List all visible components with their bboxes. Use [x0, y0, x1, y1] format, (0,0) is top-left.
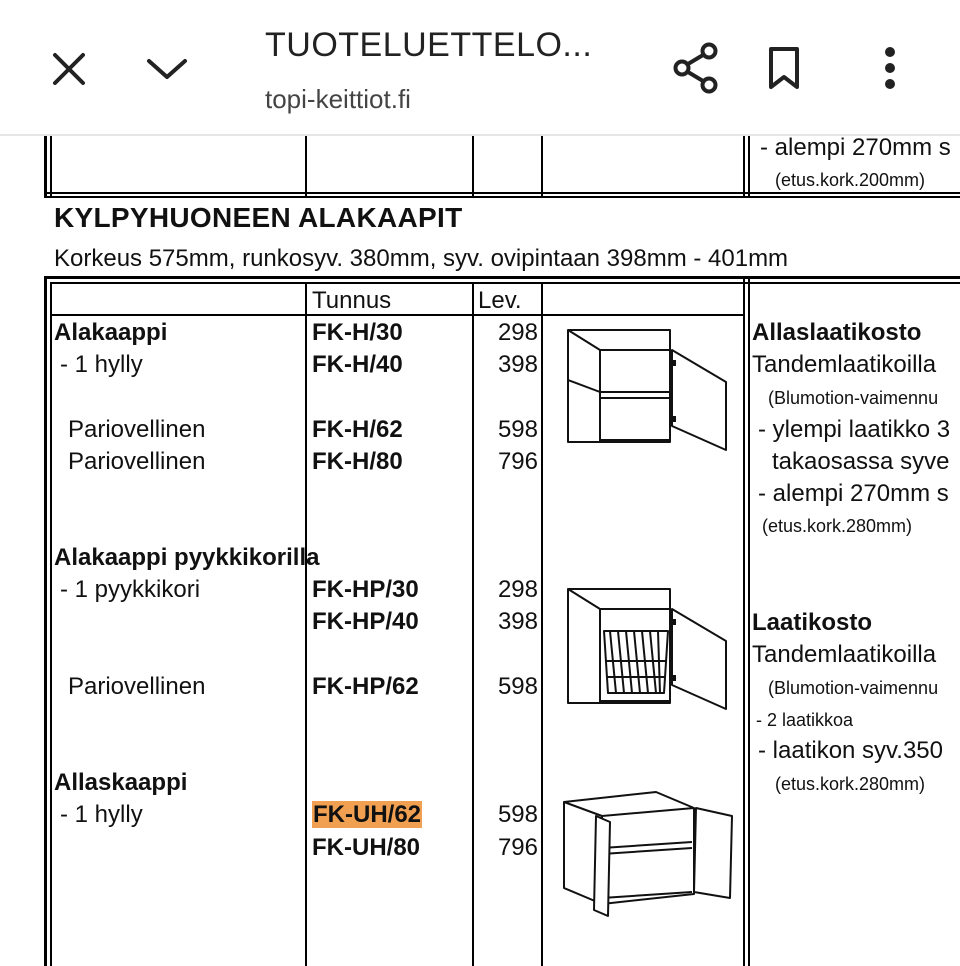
table-border	[748, 136, 750, 196]
pdf-document-view[interactable]	[0, 136, 960, 966]
right-block-line: - laatikon syv.350	[758, 737, 943, 764]
product-code: FK-H/80	[312, 448, 403, 475]
product-desc: Pariovellinen	[68, 673, 206, 700]
right-block-title: Allaslaatikosto	[752, 319, 922, 346]
column-header-lev: Lev.	[478, 287, 522, 314]
right-block-line: (etus.kork.280mm)	[775, 774, 926, 794]
more-vert-icon	[882, 45, 898, 91]
table-border	[743, 136, 745, 196]
cabinet-laundry-basket-illustration	[560, 581, 732, 713]
table-border	[44, 196, 960, 198]
group-name: Alakaappi	[54, 319, 168, 346]
table-border	[305, 282, 307, 966]
table-border	[44, 136, 47, 196]
product-code-highlighted	[312, 803, 422, 827]
table-border	[44, 276, 47, 966]
product-width: 796	[497, 448, 538, 475]
browser-top-bar	[0, 0, 960, 136]
right-block-line: (Blumotion-vaimennu	[768, 678, 939, 698]
right-block-line: - 2 laatikkoa	[756, 710, 854, 730]
group-name: Allaskaappi	[54, 769, 188, 796]
product-desc: Pariovellinen	[68, 416, 206, 443]
close-button[interactable]	[40, 40, 98, 98]
product-code: FK-HP/62	[312, 673, 419, 700]
right-block-line: - ylempi laatikko 3	[758, 416, 951, 443]
right-block-line: (etus.kork.280mm)	[762, 516, 913, 536]
table-border	[44, 192, 960, 194]
sink-cabinet-illustration	[556, 786, 738, 922]
chevron-down-icon	[145, 55, 189, 83]
right-block-title: Laatikosto	[752, 609, 873, 636]
right-block-line: - alempi 270mm s	[758, 480, 949, 507]
cabinet-shelf-illustration	[560, 322, 732, 452]
column-header-tunnus: Tunnus	[312, 287, 392, 314]
product-width: 398	[497, 351, 538, 378]
product-desc: - 1 hylly	[60, 801, 143, 828]
right-block-line: (Blumotion-vaimennu	[768, 388, 939, 408]
table-border	[50, 282, 52, 966]
product-desc: Pariovellinen	[68, 448, 206, 475]
product-width: 298	[497, 319, 538, 346]
table-border	[50, 314, 743, 316]
right-block-line: Tandemlaatikoilla	[752, 641, 937, 668]
section-title: KYLPYHUONEEN ALAKAAPIT	[54, 202, 463, 233]
table-border	[743, 276, 745, 966]
table-border	[44, 276, 960, 279]
product-width: 796	[497, 834, 538, 861]
product-width: 298	[497, 576, 538, 603]
group-name: Alakaappi pyykkikorilla	[54, 544, 320, 571]
table-border	[50, 282, 960, 284]
more-options-button[interactable]	[868, 40, 912, 96]
share-icon	[671, 42, 721, 94]
table-border	[50, 136, 52, 196]
share-button[interactable]	[668, 38, 724, 98]
table-border	[541, 136, 543, 196]
product-desc: - 1 hylly	[60, 351, 143, 378]
product-code: FK-H/30	[312, 319, 403, 346]
product-code: FK-HP/30	[312, 576, 419, 603]
product-code: FK-H/40	[312, 351, 403, 378]
product-code: FK-HP/40	[312, 608, 419, 635]
table-border	[472, 136, 474, 196]
text-line: - alempi 270mm s	[760, 136, 951, 161]
section-subtitle: Korkeus 575mm, runkosyv. 380mm, syv. ovipintaan 398mm - 401mm	[54, 245, 789, 272]
right-block-line: Tandemlaatikoilla	[752, 351, 937, 378]
table-border	[541, 282, 543, 966]
product-code: FK-UH/80	[312, 834, 421, 861]
search-highlight: FK-UH/62	[313, 801, 422, 828]
table-border	[305, 136, 307, 196]
product-width: 598	[497, 416, 538, 443]
collapse-button[interactable]	[138, 40, 196, 98]
product-width: 398	[497, 608, 538, 635]
product-desc: - 1 pyykkikori	[60, 576, 201, 603]
close-icon	[51, 51, 87, 87]
bookmark-icon	[766, 45, 802, 91]
text-line: (etus.kork.200mm)	[775, 170, 926, 190]
right-block-line: takaosassa syve	[772, 448, 950, 475]
bookmark-button[interactable]	[756, 40, 812, 96]
product-width: 598	[497, 801, 538, 828]
page-title: TUOTELUETTELO...	[265, 26, 593, 64]
product-code: FK-H/62	[312, 416, 403, 443]
table-border	[748, 276, 750, 966]
page-url: topi-keittiot.fi	[265, 84, 411, 114]
product-width: 598	[497, 673, 538, 700]
